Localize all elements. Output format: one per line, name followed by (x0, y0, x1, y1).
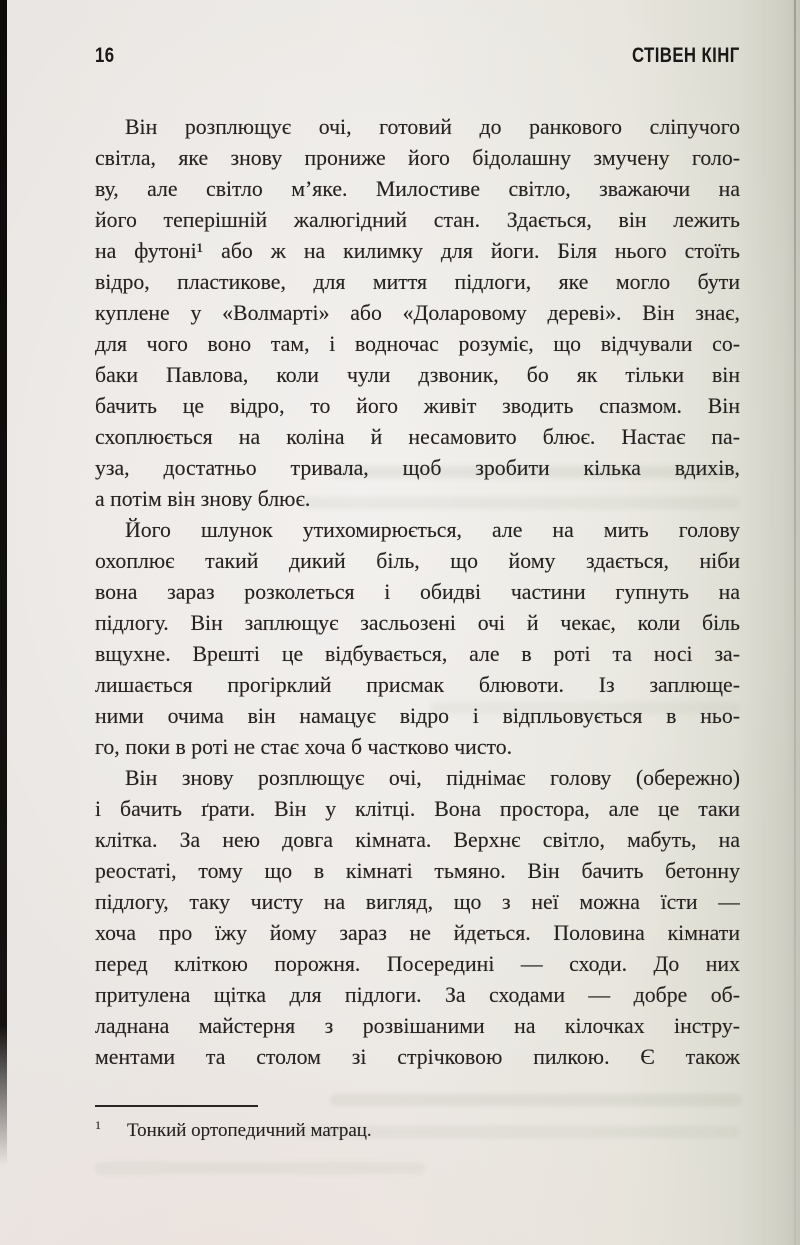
spine-shadow (0, 0, 7, 1165)
text-line: баки Павлова, коли чули дзвоник, бо як тільки він (95, 363, 740, 387)
text-line: відро, пластикове, для миття підлоги, яке могло бути (95, 270, 740, 294)
paragraph (95, 763, 740, 1073)
text-line: підлогу. Він заплющує засльозені очі й чекає, коли біль (95, 611, 740, 635)
page-number: 16 (95, 44, 115, 67)
text-line: а потім він знову блює. (95, 487, 311, 511)
text-line: хоча про їжу йому зараз не йдеться. Половина кімнати (95, 921, 740, 945)
text-line: охоплює такий дикий біль, що йому здається, ніби (95, 549, 740, 573)
text-line: вщухне. Врешті це відбувається, але в роті та носі за- (95, 642, 740, 666)
paragraph (95, 515, 740, 763)
running-head: СТІВЕН КІНГ (632, 44, 740, 67)
page-edge-shadow (794, 0, 796, 1245)
text-line: перед кліткою порожня. Посередині — сходи. До них (95, 952, 740, 976)
body-text (95, 112, 740, 1073)
text-line: ментами та столом зі стрічковою пилкою. Є також (95, 1045, 740, 1069)
text-line: світла, яке знову прониже його бідолашну змучену голо- (95, 146, 740, 170)
footnote-rule (95, 1105, 258, 1107)
text-line: для чого воно там, і водночас розуміє, що відчували со- (95, 332, 740, 356)
text-line: куплене у «Волмарті» або «Доларовому дереві». Він знає, (95, 301, 740, 325)
text-line: притулена щітка для підлоги. За сходами — добре об- (95, 983, 740, 1007)
show-through (330, 1094, 742, 1106)
text-line: Він розплющує очі, готовий до ранкового сліпучого (125, 115, 740, 139)
text-line: Він знову розплющує очі, піднімає голову (обережно) (125, 766, 740, 790)
text-line: вона зараз розколеться і обидві частини гупнуть на (95, 580, 740, 604)
text-line: клітка. За нею довга кімната. Верхнє світло, мабуть, на (95, 828, 740, 852)
text-line: його теперішній жалюгідний стан. Здається, він лежить (95, 208, 740, 232)
text-line: і бачить ґрати. Він у клітці. Вона простора, але це таки (95, 797, 740, 821)
text-line: го, поки в роті не стає хоча б частково чисто. (95, 735, 513, 759)
show-through (95, 1162, 425, 1174)
footnote-text: Тонкий ортопедичний матрац. (127, 1120, 372, 1141)
text-line: лишається прогірклий присмак блювоти. Із заплюще- (95, 673, 740, 697)
footnote-marker: 1 (95, 1117, 101, 1132)
footnote (95, 1118, 740, 1144)
page-header (95, 44, 740, 68)
text-line: схоплюється на коліна й несамовито блює. Настає па- (95, 425, 740, 449)
text-line: бачить це відро, то його живіт зводить спазмом. Він (95, 394, 740, 418)
text-line: підлогу, таку чисту на вигляд, що з неї можна їсти — (95, 890, 740, 914)
text-line: уза, достатньо тривала, щоб зробити кілька вдихів, (95, 456, 740, 480)
text-line: ними очима він намацує відро і відпльовується в ньо- (95, 704, 740, 728)
text-line: ву, але світло м’яке. Милостиве світло, зважаючи на (95, 177, 740, 201)
paragraph (95, 112, 740, 515)
text-line: ладнана майстерня з розвішаними на кілочках інстру- (95, 1014, 740, 1038)
text-line: Його шлунок утихомирюється, але на мить голову (125, 518, 740, 542)
text-line: на футоні¹ або ж на килимку для йоги. Біля нього стоїть (95, 239, 740, 263)
text-line: реостаті, тому що в кімнаті тьмяно. Він бачить бетонну (95, 859, 740, 883)
